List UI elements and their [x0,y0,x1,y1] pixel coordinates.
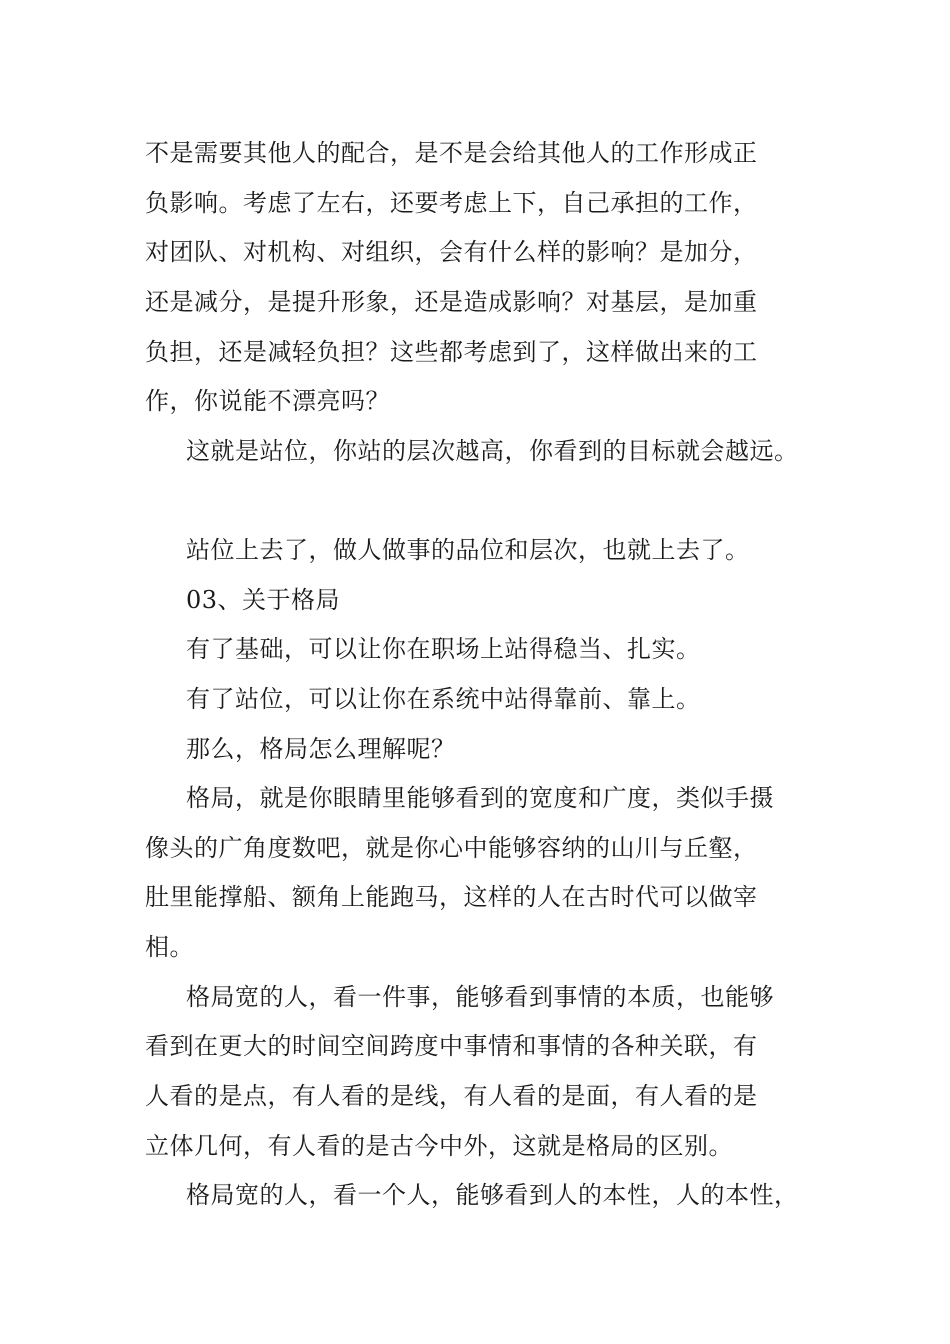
text-line: 不是需要其他人的配合，是不是会给其他人的工作形成正 [145,139,758,167]
text-line: 格局宽的人，看一件事，能够看到事情的本质，也能够 [186,983,774,1011]
text-line: 对团队、对机构、对组织，会有什么样的影响？是加分， [145,238,758,266]
text-line: 负影响。考虑了左右，还要考虑上下，自己承担的工作， [145,189,758,217]
section-heading: 03、关于格局 [186,586,341,614]
text-line: 有了站位，可以让你在系统中站得靠前、靠上。 [186,685,701,713]
text-line: 人看的是点，有人看的是线，有人看的是面，有人看的是 [145,1082,758,1110]
text-line: 这就是站位，你站的层次越高，你看到的目标就会越远。 [186,437,799,465]
text-line: 有了基础，可以让你在职场上站得稳当、扎实。 [186,635,701,663]
text-line: 相。 [145,933,194,961]
text-line: 作，你说能不漂亮吗？ [145,387,390,415]
text-line: 格局宽的人，看一个人，能够看到人的本性，人的本性， [186,1181,799,1209]
text-line: 负担，还是减轻负担？这些都考虑到了，这样做出来的工 [145,338,758,366]
text-line: 站位上去了，做人做事的品位和层次，也就上去了。 [186,536,750,564]
text-line: 那么，格局怎么理解呢？ [186,735,456,763]
text-line: 肚里能撑船、额角上能跑马，这样的人在古时代可以做宰 [145,883,758,911]
text-line: 像头的广角度数吧，就是你心中能够容纳的山川与丘壑， [145,834,758,862]
text-line: 还是减分，是提升形象，还是造成影响？对基层，是加重 [145,288,758,316]
text-line: 看到在更大的时间空间跨度中事情和事情的各种关联，有 [145,1032,758,1060]
text-line: 立体几何，有人看的是古今中外，这就是格局的区别。 [145,1132,733,1160]
text-line: 格局，就是你眼睛里能够看到的宽度和广度，类似手摄 [186,784,774,812]
